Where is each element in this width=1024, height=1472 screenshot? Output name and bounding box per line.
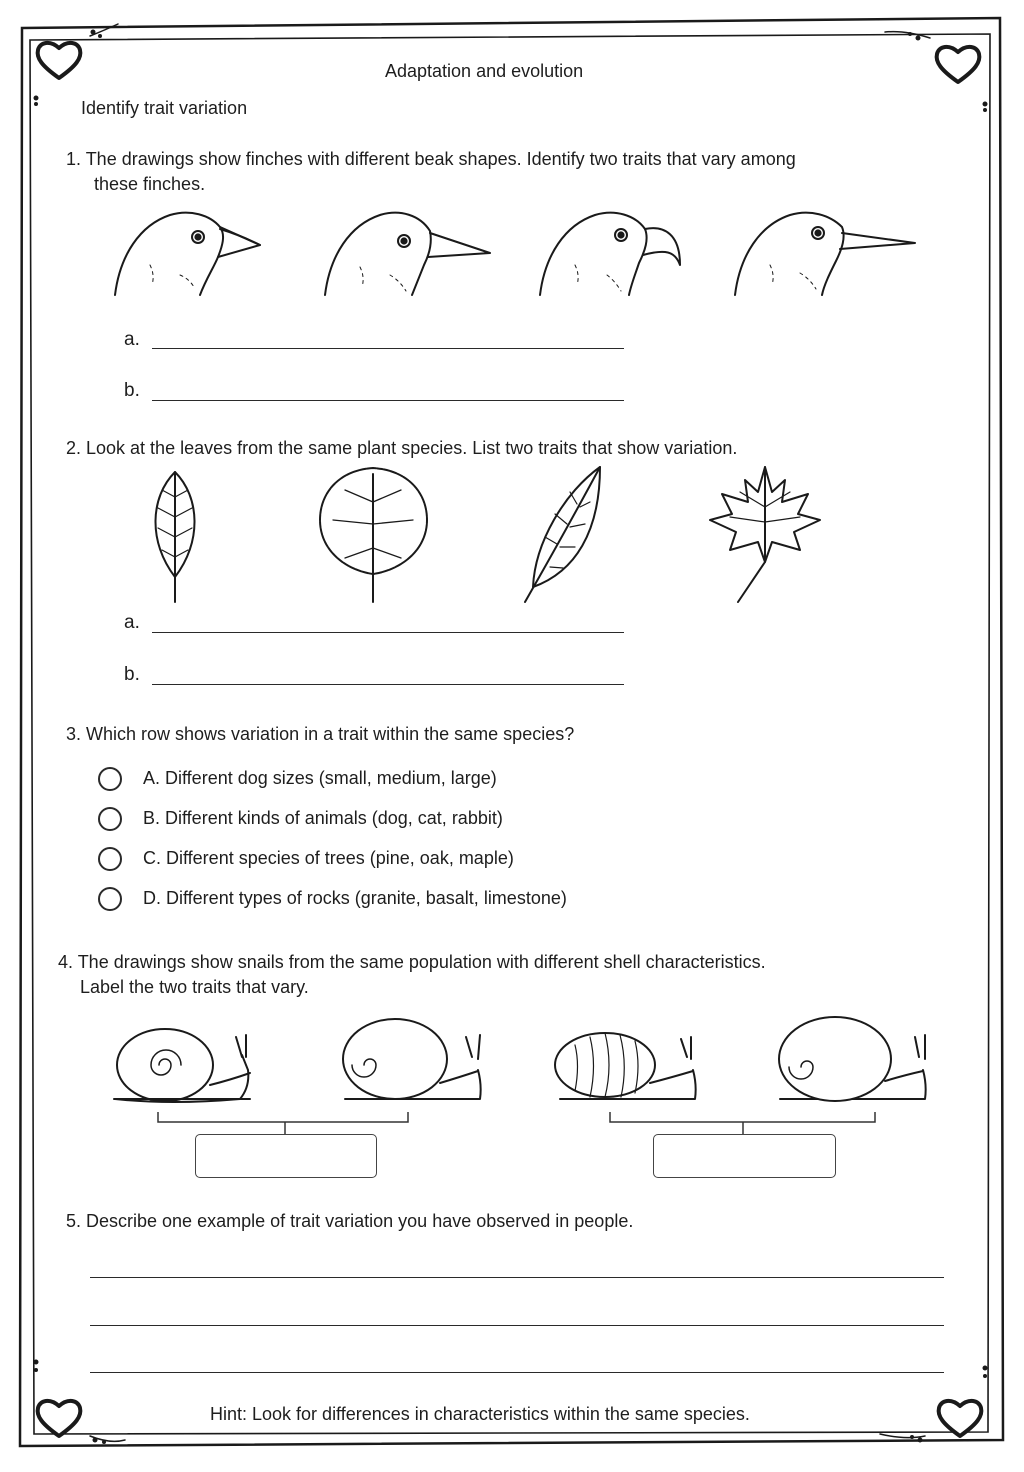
heart-icon [38, 1401, 81, 1436]
page-title: Adaptation and evolution [385, 61, 584, 81]
q2-answer-a-line[interactable] [152, 632, 624, 633]
option-c-label[interactable]: C. Different species of trees (pine, oak, maple) [143, 848, 514, 868]
leaf-icon [320, 468, 427, 602]
heart-icon [939, 1401, 982, 1436]
snail-icon [114, 1029, 250, 1102]
leaf-icon [525, 467, 600, 602]
snail-icon [779, 1017, 926, 1101]
q1-answer-b-label: b. [124, 380, 140, 401]
snail-icon [343, 1019, 481, 1099]
option-b-label[interactable]: B. Different kinds of animals (dog, cat, rabbit) [143, 808, 503, 828]
option-d-radio[interactable] [98, 887, 122, 911]
heart-icon [937, 47, 980, 82]
q4-prompt-line1: 4. The drawings show snails from the same population with different shell characteristics. [58, 952, 766, 972]
finch-head-icon [540, 213, 680, 295]
heart-icon [38, 43, 81, 78]
finch-head-icon [735, 213, 915, 295]
q3-prompt: 3. Which row shows variation in a trait within the same species? [66, 724, 575, 744]
q1-answer-b-line[interactable] [152, 400, 624, 401]
q5-answer-line-1[interactable] [90, 1277, 944, 1278]
option-c-radio[interactable] [98, 847, 122, 871]
q5-prompt: 5. Describe one example of trait variation you have observed in people. [66, 1211, 634, 1231]
q2-answer-b-label: b. [124, 664, 140, 685]
finch-drawings [105, 205, 925, 305]
trait-label-box-right[interactable] [653, 1134, 836, 1178]
q5-answer-line-3[interactable] [90, 1372, 944, 1373]
q5-answer-line-2[interactable] [90, 1325, 944, 1326]
snail-icon [555, 1033, 696, 1099]
option-d-label[interactable]: D. Different types of rocks (granite, basalt, limestone) [143, 888, 567, 908]
trait-label-box-left[interactable] [195, 1134, 377, 1178]
q2-answer-b-line[interactable] [152, 684, 624, 685]
leaf-icon [710, 467, 820, 602]
q2-answer-a-label: a. [124, 612, 140, 633]
q1-answer-a-label: a. [124, 329, 140, 350]
leaf-drawings [130, 462, 850, 612]
q1-prompt-line1: 1. The drawings show finches with different beak shapes. Identify two traits that vary among [66, 149, 796, 169]
q2-prompt: 2. Look at the leaves from the same plant species. List two traits that show variation. [66, 438, 738, 458]
leaf-icon [155, 472, 194, 602]
option-a-radio[interactable] [98, 767, 122, 791]
option-b-radio[interactable] [98, 807, 122, 831]
q1-answer-a-line[interactable] [152, 348, 624, 349]
section-subtitle: Identify trait variation [81, 98, 248, 118]
finch-head-icon [115, 213, 260, 295]
hint-text: Hint: Look for differences in characteristics within the same species. [210, 1404, 750, 1424]
finch-head-icon [325, 213, 490, 295]
q1-prompt-line2: these finches. [94, 174, 206, 194]
option-a-label[interactable]: A. Different dog sizes (small, medium, large) [143, 768, 497, 788]
q4-prompt-line2: Label the two traits that vary. [80, 977, 309, 997]
